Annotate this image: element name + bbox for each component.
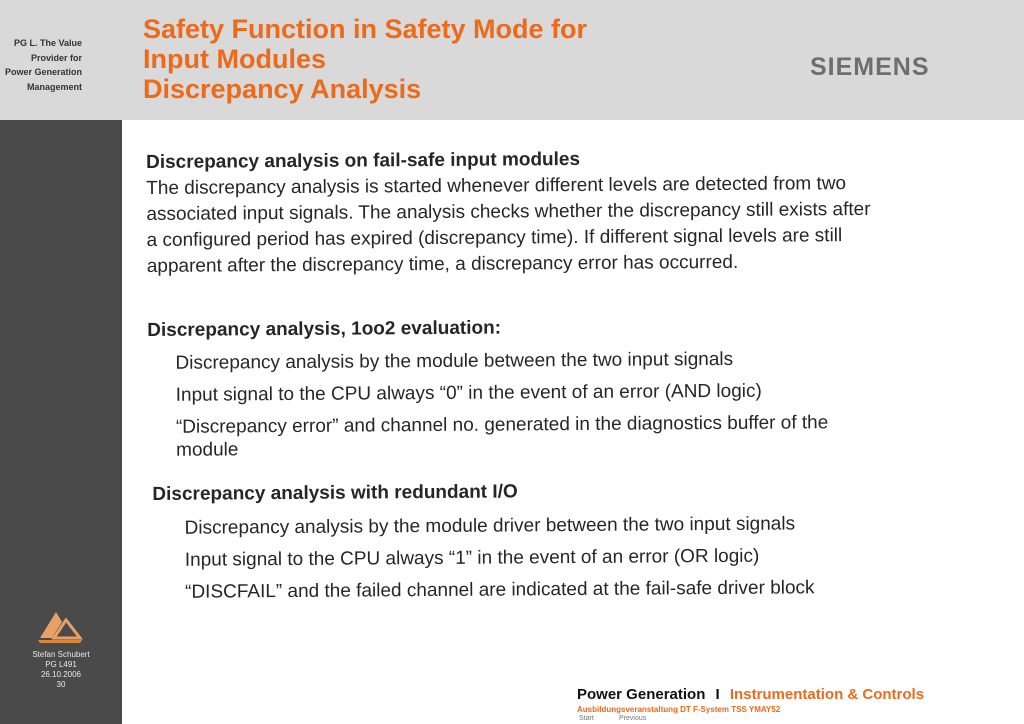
bullet-item: Discrepancy analysis by the module driver between the two input signals (184, 513, 796, 539)
paragraph-line: a configured period has expired (discrepancy time). If different signal levels are still (146, 225, 843, 251)
footer-separator: I (715, 686, 720, 703)
nav-previous-link[interactable]: Previous (619, 715, 647, 722)
bullet-item: module (176, 439, 239, 461)
title-line: Input Modules (143, 44, 326, 74)
footer-course: Ausbildungsveranstaltung DT F-System TSS YMAY52 (577, 705, 781, 714)
title-line: Discrepancy Analysis (143, 74, 422, 104)
section3-heading: Discrepancy analysis with redundant I/O (152, 481, 518, 505)
slide-content (146, 146, 1016, 603)
bullet-item: Input signal to the CPU always “0” in the event of an error (AND logic) (175, 380, 762, 406)
section2-bullet-list (175, 346, 976, 462)
bullet-item: Input signal to the CPU always “1” in the event of an error (OR logic) (184, 545, 760, 571)
header-bar (0, 0, 1024, 120)
org-line: Management (26, 81, 82, 92)
paragraph-line: apparent after the discrepancy time, a discrepancy error has occurred. (146, 251, 739, 277)
section2-heading: Discrepancy analysis, 1oo2 evaluation: (147, 317, 502, 341)
footer-division-name: Power Generation (577, 686, 706, 703)
slide-title (143, 14, 763, 104)
author-date: 26.10.2006 (40, 670, 82, 679)
bullet-item: “Discrepancy error” and channel no. generated in the diagnostics buffer of the (175, 412, 829, 438)
org-tagline (0, 36, 82, 94)
paragraph-line: associated input signals. The analysis checks whether the discrepancy still exists after (146, 198, 871, 225)
page-number: 30 (56, 680, 66, 689)
triangle-logo-icon (36, 608, 84, 644)
author-info (0, 650, 122, 690)
footer-division (577, 686, 924, 703)
footer-unit: Instrumentation & Controls (729, 686, 925, 703)
author-name: Stefan Schubert (32, 650, 90, 659)
section1-heading: Discrepancy analysis on fail-safe input modules (146, 148, 581, 173)
section3-bullet-list (185, 511, 986, 604)
bullet-item: “DISCFAIL” and the failed channel are indicated at the fail-safe driver block (185, 577, 815, 603)
author-dept: PG L491 (45, 660, 77, 669)
siemens-logo: SIEMENS (810, 53, 930, 81)
bullet-item: Discrepancy analysis by the module between the two input signals (175, 348, 734, 374)
paragraph-line: The discrepancy analysis is started whenever different levels are detected from two (146, 173, 847, 199)
title-line: Safety Function in Safety Mode for (143, 14, 588, 44)
org-line: Power Generation (4, 67, 82, 77)
org-line: PG L. The Value (13, 38, 82, 48)
section1-paragraph (146, 170, 1017, 280)
nav-start-link[interactable]: Start (579, 715, 594, 722)
org-line: Provider for (30, 52, 82, 63)
